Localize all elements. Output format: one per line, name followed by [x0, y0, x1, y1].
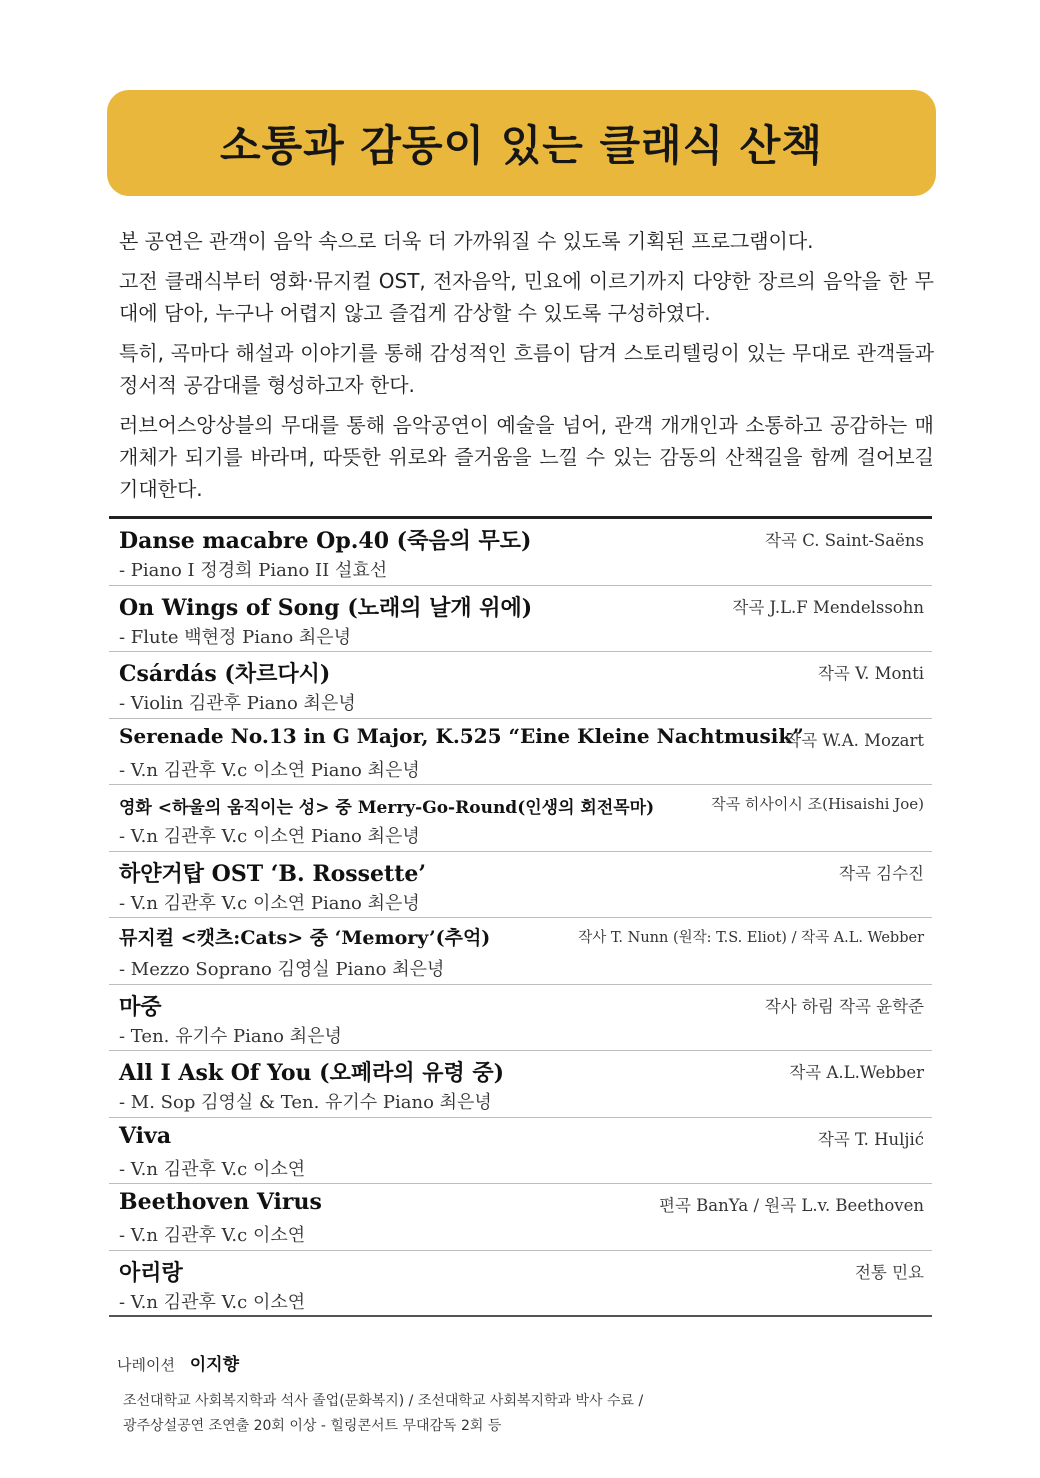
piece-credit: 작사 하림 작곡 윤학준: [764, 996, 924, 1016]
program-item: [109, 985, 932, 1052]
bio-line: 광주상설공연 조연출 20회 이상 - 힐링콘서트 무대감독 2회 등: [123, 1418, 502, 1434]
program-item: [109, 586, 932, 653]
piece-performers: - M. Sop 김영실 & Ten. 유기수 Piano 최은녕: [119, 1092, 492, 1113]
program-item: [109, 785, 932, 852]
piece-credit: 작곡 W.A. Mozart: [785, 730, 924, 750]
intro-paragraph: 본 공연은 관객이 음악 속으로 더욱 더 가까워질 수 있도록 기획된 프로그램이다.: [119, 229, 814, 253]
piece-performers: - V.n 김관후 V.c 이소연: [119, 1291, 306, 1313]
piece-title: 뮤지컬 <캣츠:Cats> 중 ‘Memory’(추억): [119, 927, 491, 949]
program-item: [109, 719, 932, 786]
piece-title: On Wings of Song (노래의 날개 위에): [119, 594, 533, 621]
piece-credit: 작곡 김수진: [839, 863, 924, 883]
narration-line: [117, 1350, 937, 1375]
piece-title: Csárdás (차르다시): [119, 661, 331, 687]
program-item: [109, 1118, 932, 1185]
bio-line: 조선대학교 사회복지학과 석사 졸업(문화복지) / 조선대학교 사회복지학과 박사 수료 /: [123, 1393, 644, 1409]
title-banner: [107, 90, 936, 196]
piece-credit: 작곡 V. Monti: [817, 664, 924, 683]
piece-performers: - Ten. 유기수 Piano 최은녕: [119, 1025, 342, 1047]
piece-performers: - V.n 김관후 V.c 이소연 Piano 최은녕: [119, 826, 420, 847]
narrator-bio: [117, 1389, 937, 1439]
piece-title: 마중: [119, 993, 162, 1020]
program-item: [109, 918, 932, 985]
intro-paragraph: 러브어스앙상블의 무대를 통해 음악공연이 예술을 넘어, 관객 개개인과 소통하고 공감하는 매개체가 되기를 바라며, 따뜻한 위로와 즐거움을 느낄 수 있는 감동의 산책길을 함께 걸어보길 기대한다.: [119, 413, 934, 501]
piece-credit: 작곡 J.L.F Mendelssohn: [732, 597, 924, 617]
program-list: [109, 516, 932, 1317]
piece-credit: 편곡 BanYa / 원곡 L.v. Beethoven: [659, 1196, 924, 1215]
piece-performers: - Piano I 정경희 Piano II 설효선: [119, 560, 388, 581]
piece-title: 영화 <하울의 움직이는 성> 중 Merry-Go-Round(인생의 회전목마): [119, 798, 655, 818]
piece-credit: 작곡 T. Huljić: [817, 1129, 924, 1149]
piece-title: Serenade No.13 in G Major, K.525 “Eine Kleine Nachtmusik”: [119, 723, 804, 748]
program-item: [109, 852, 932, 919]
program-item: [109, 652, 932, 719]
program-item: [109, 1251, 932, 1318]
piece-performers: - V.n 김관후 V.c 이소연: [119, 1225, 306, 1246]
piece-performers: - V.n 김관후 V.c 이소연 Piano 최은녕: [119, 759, 420, 781]
program-item: [109, 519, 932, 586]
piece-performers: - V.n 김관후 V.c 이소연 Piano 최은녕: [119, 892, 420, 914]
piece-performers: - V.n 김관후 V.c 이소연: [119, 1158, 306, 1180]
page-title: 소통과 감동이 있는 클래식 산책: [220, 121, 823, 170]
program-item: [109, 1184, 932, 1251]
piece-title: All I Ask Of You (오페라의 유령 중): [119, 1060, 505, 1086]
piece-performers: - Violin 김관후 Piano 최은녕: [119, 693, 356, 714]
piece-title: Viva: [119, 1122, 172, 1149]
piece-title: 아리랑: [119, 1259, 183, 1286]
piece-credit: 작사 T. Nunn (원작: T.S. Eliot) / 작곡 A.L. Webber: [578, 930, 924, 946]
narrator-name: 이지향: [189, 1355, 240, 1375]
narration-label: 나레이션: [117, 1356, 175, 1374]
piece-credit: 작곡 히사이시 조(Hisaishi Joe): [711, 795, 924, 813]
narration-section: [117, 1350, 937, 1439]
piece-credit: 작곡 A.L.Webber: [789, 1063, 924, 1082]
piece-title: 하얀거탑 OST ‘B. Rossette’: [119, 860, 427, 887]
program-item: [109, 1051, 932, 1118]
piece-title: Danse macabre Op.40 (죽음의 무도): [119, 528, 532, 554]
piece-credit: 작곡 C. Saint-Saëns: [765, 531, 924, 550]
piece-credit: 전통 민요: [854, 1262, 924, 1282]
piece-title: Beethoven Virus: [119, 1189, 322, 1215]
intro-paragraph: 특히, 곡마다 해설과 이야기를 통해 감성적인 흐름이 담겨 스토리텔링이 있는 무대로 관객들과 정서적 공감대를 형성하고자 한다.: [119, 341, 934, 397]
intro-text: [119, 225, 934, 513]
piece-performers: - Flute 백현정 Piano 최은녕: [119, 626, 352, 648]
piece-performers: - Mezzo Soprano 김영실 Piano 최은녕: [119, 959, 445, 980]
intro-paragraph: 고전 클래식부터 영화·뮤지컬 OST, 전자음악, 민요에 이르기까지 다양한 장르의 음악을 한 무대에 담아, 누구나 어렵지 않고 즐겁게 감상할 수 있도록 구성하였다.: [119, 269, 934, 325]
